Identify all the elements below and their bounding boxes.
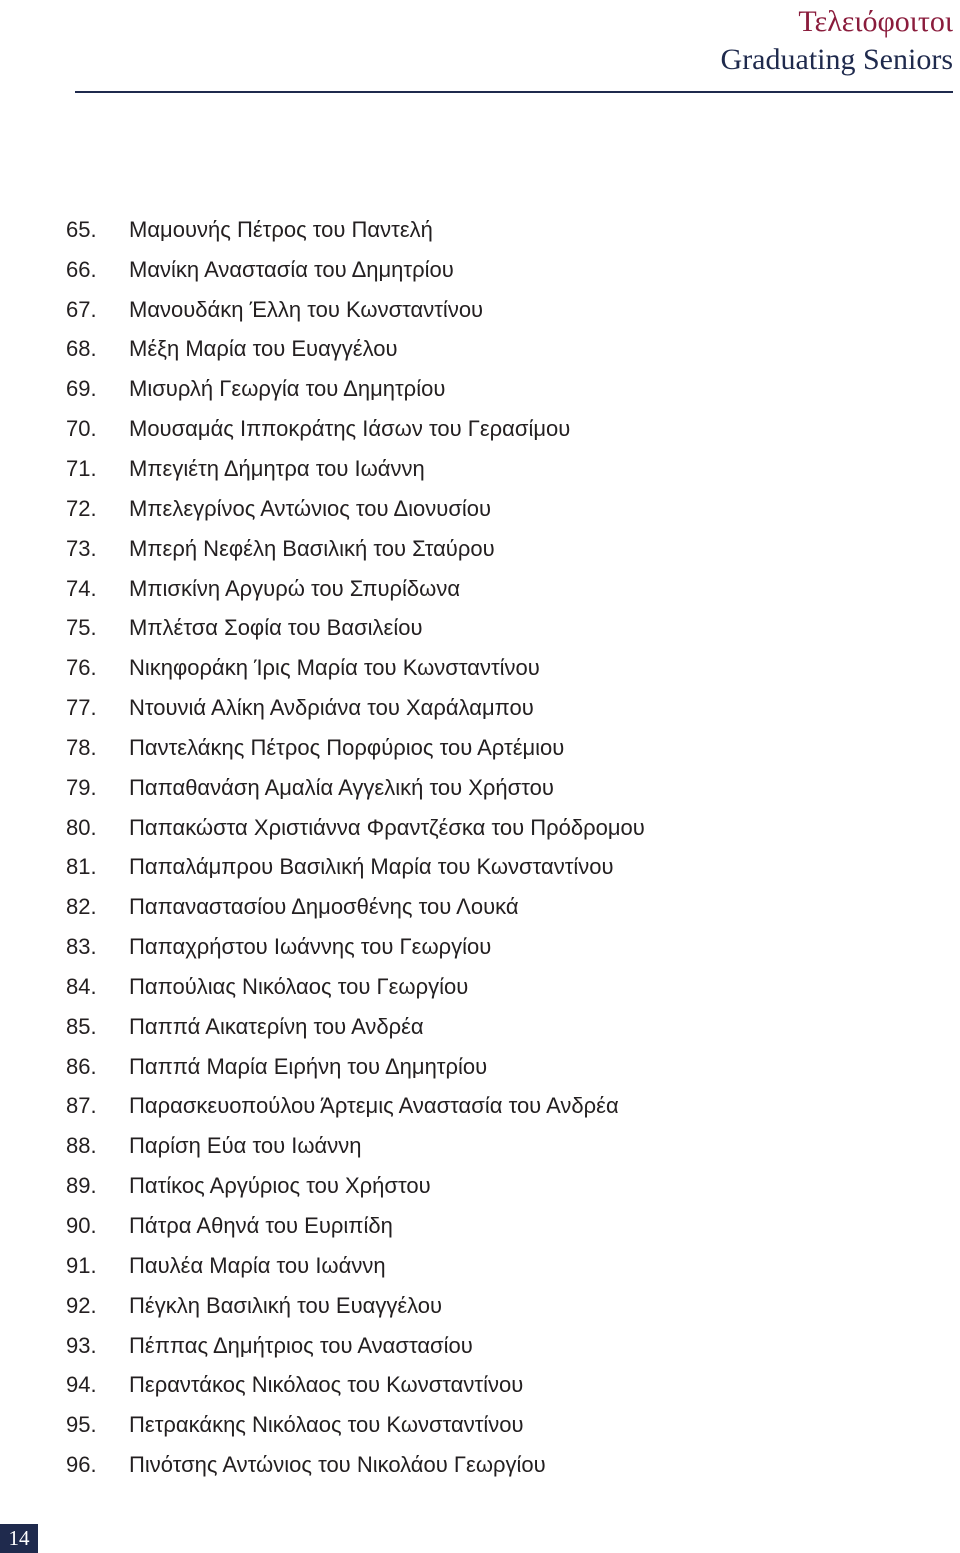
- list-item: [66, 1206, 645, 1246]
- list-item: [66, 1126, 645, 1166]
- list-item: [66, 1445, 645, 1485]
- list-item: [66, 608, 645, 648]
- page-number: 14: [0, 1524, 38, 1553]
- list-item: [66, 369, 645, 409]
- list-item: [66, 887, 645, 927]
- list-item-name: Μπερή Νεφέλη Βασιλική του Σταύρου: [129, 535, 495, 561]
- list-item: [66, 409, 645, 449]
- list-item: [66, 1246, 645, 1286]
- list-item-name: Μουσαμάς Ιπποκράτης Ιάσων του Γερασίμου: [129, 416, 571, 442]
- list-item: [66, 728, 645, 768]
- list-item-name: Παπούλιας Νικόλαος του Γεωργίου: [129, 973, 469, 999]
- list-item: [66, 927, 645, 967]
- list-item-name: Παπαθανάση Αμαλία Αγγελική του Χρήστου: [129, 774, 554, 800]
- list-item: [66, 688, 645, 728]
- list-item-name: Περαντάκος Νικόλαος του Κωνσταντίνου: [129, 1372, 524, 1398]
- list-item-number: 91.: [66, 1252, 97, 1278]
- list-item-name: Ντουνιά Αλίκη Ανδριάνα του Χαράλαμπου: [129, 695, 534, 721]
- list-item: [66, 648, 645, 688]
- list-item-number: 87.: [66, 1093, 97, 1119]
- list-item-number: 83.: [66, 934, 97, 960]
- list-item-number: 89.: [66, 1173, 97, 1199]
- list-item-number: 84.: [66, 973, 97, 999]
- list-item: [66, 1047, 645, 1087]
- list-item-number: 86.: [66, 1053, 97, 1079]
- list-item: [66, 1405, 645, 1445]
- list-item-number: 67.: [66, 296, 97, 322]
- list-item-number: 93.: [66, 1332, 97, 1358]
- header-title-english: Graduating Seniors: [720, 43, 953, 76]
- list-item-number: 73.: [66, 535, 97, 561]
- header-title-greek: Τελειόφοιτοι: [798, 5, 953, 38]
- list-item-name: Μέξη Μαρία του Ευαγγέλου: [129, 336, 398, 362]
- list-item: [66, 808, 645, 848]
- list-item: [66, 1365, 645, 1405]
- list-item-name: Πέππας Δημήτριος του Αναστασίου: [129, 1332, 473, 1358]
- list-item: [66, 1166, 645, 1206]
- list-item-number: 80.: [66, 814, 97, 840]
- list-item-name: Παρασκευοπούλου Άρτεμις Αναστασία του Ανδρέα: [129, 1093, 619, 1119]
- list-item: [66, 489, 645, 529]
- list-item-number: 70.: [66, 416, 97, 442]
- list-item-number: 85.: [66, 1013, 97, 1039]
- list-item-name: Μισυρλή Γεωργία του Δημητρίου: [129, 376, 446, 402]
- list-item-number: 75.: [66, 615, 97, 641]
- list-item: [66, 210, 645, 250]
- list-item: [66, 290, 645, 330]
- list-item-number: 65.: [66, 216, 97, 242]
- list-item-number: 69.: [66, 376, 97, 402]
- list-item-name: Μπελεγρίνος Αντώνιος του Διονυσίου: [129, 495, 492, 521]
- list-item: [66, 529, 645, 569]
- list-item-number: 90.: [66, 1213, 97, 1239]
- list-item-name: Μανουδάκη Έλλη του Κωνσταντίνου: [129, 296, 484, 322]
- page-header: [721, 2, 953, 78]
- list-item-name: Παπαναστασίου Δημοσθένης του Λουκά: [129, 894, 519, 920]
- list-item: [66, 250, 645, 290]
- header-divider: [75, 91, 953, 93]
- list-item-number: 68.: [66, 336, 97, 362]
- list-item-number: 81.: [66, 854, 97, 880]
- list-item-number: 66.: [66, 256, 97, 282]
- list-item-number: 74.: [66, 575, 97, 601]
- list-item-number: 82.: [66, 894, 97, 920]
- list-item-name: Μπεγιέτη Δήμητρα του Ιωάννη: [129, 455, 425, 481]
- student-list: [66, 210, 645, 1485]
- list-item-name: Παρίση Εύα του Ιωάννη: [129, 1133, 362, 1159]
- list-item-number: 88.: [66, 1133, 97, 1159]
- list-item-number: 78.: [66, 734, 97, 760]
- list-item-name: Μαμουνής Πέτρος του Παντελή: [129, 216, 433, 242]
- list-item-number: 95.: [66, 1412, 97, 1438]
- list-item-name: Παυλέα Μαρία του Ιωάννη: [129, 1252, 386, 1278]
- list-item-number: 72.: [66, 495, 97, 521]
- list-item-number: 96.: [66, 1452, 97, 1478]
- list-item: [66, 449, 645, 489]
- list-item: [66, 967, 645, 1007]
- list-item: [66, 768, 645, 808]
- list-item: [66, 330, 645, 370]
- list-item-name: Παπαχρήστου Ιωάννης του Γεωργίου: [129, 934, 492, 960]
- list-item-name: Μπλέτσα Σοφία του Βασιλείου: [129, 615, 423, 641]
- list-item-number: 79.: [66, 774, 97, 800]
- list-item: [66, 848, 645, 888]
- list-item-name: Παπαλάμπρου Βασιλική Μαρία του Κωνσταντίνου: [129, 854, 614, 880]
- list-item-name: Μανίκη Αναστασία του Δημητρίου: [129, 256, 454, 282]
- list-item-name: Νικηφοράκη Ίρις Μαρία του Κωνσταντίνου: [129, 655, 540, 681]
- list-item-name: Πετρακάκης Νικόλαος του Κωνσταντίνου: [129, 1412, 524, 1438]
- list-item: [66, 1087, 645, 1127]
- list-item: [66, 1286, 645, 1326]
- list-item-name: Παππά Μαρία Ειρήνη του Δημητρίου: [129, 1053, 488, 1079]
- list-item-number: 76.: [66, 655, 97, 681]
- list-item-number: 77.: [66, 695, 97, 721]
- list-item: [66, 1007, 645, 1047]
- list-item-name: Παπακώστα Χριστιάννα Φραντζέσκα του Πρόδρομου: [129, 814, 645, 840]
- list-item-name: Παππά Αικατερίνη του Ανδρέα: [129, 1013, 424, 1039]
- list-item-number: 94.: [66, 1372, 97, 1398]
- list-item-name: Μπισκίνη Αργυρώ του Σπυρίδωνα: [129, 575, 461, 601]
- list-item-name: Πινότσης Αντώνιος του Νικολάου Γεωργίου: [129, 1452, 546, 1478]
- list-item-name: Πατίκος Αργύριος του Χρήστου: [129, 1173, 431, 1199]
- list-item: [66, 1326, 645, 1366]
- list-item-number: 71.: [66, 455, 97, 481]
- list-item: [66, 569, 645, 609]
- list-item-number: 92.: [66, 1292, 97, 1318]
- list-item-name: Πάτρα Αθηνά του Ευριπίδη: [129, 1213, 393, 1239]
- list-item-name: Πέγκλη Βασιλική του Ευαγγέλου: [129, 1292, 443, 1318]
- list-item-name: Παντελάκης Πέτρος Πορφύριος του Αρτέμιου: [129, 734, 565, 760]
